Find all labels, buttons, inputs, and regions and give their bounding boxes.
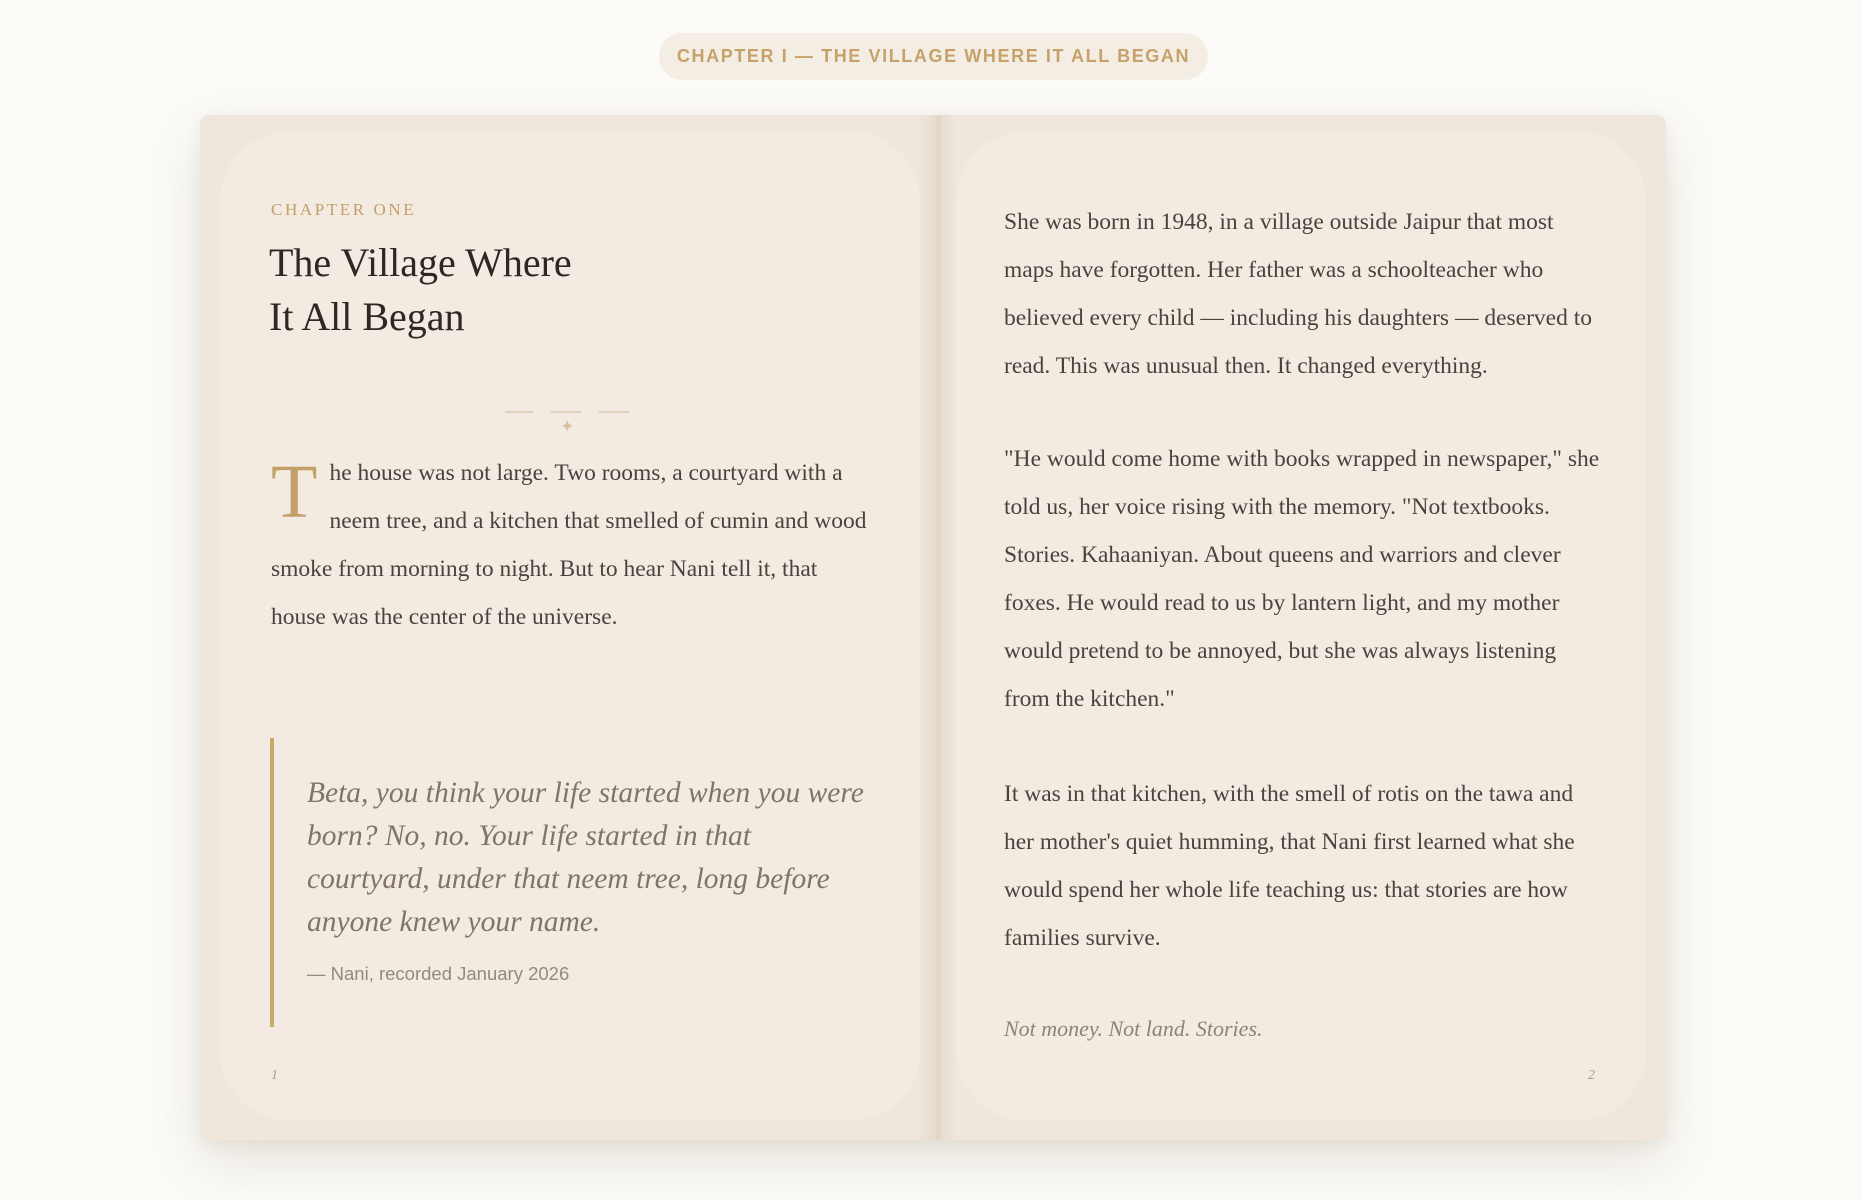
chapter-pill: CHAPTER I — THE VILLAGE WHERE IT ALL BEGAN [659,33,1208,80]
drop-cap: T [271,450,318,534]
chapter-title-line-1: The Village Where [269,240,572,285]
sparkle-icon: ✦ [560,417,575,434]
blockquote-bar [270,738,274,1027]
opening-paragraph-text: he house was not large. Two rooms, a courtyard with a neem tree, and a kitchen that smelled of cumin and wood smoke from morning to night. But to hear Nani tell it, that house was the center of the universe. [271,460,867,630]
spine-crease [937,115,940,1140]
right-paragraph-1: She was born in 1948, in a village outside Jaipur that most maps have forgotten. Her father was a schoolteacher who believed every child — including his daughters — deserved to read. This was unusual then. It changed everything. [1004,209,1592,379]
closing-line: Not money. Not land. Stories. [1004,1016,1263,1041]
chapter-title-line-2: It All Began [269,294,465,339]
opening-paragraph [271,449,873,641]
blockquote-attribution: — Nani, recorded January 2026 [307,963,570,984]
page-number-left: 1 [271,1068,278,1083]
page-number-right: 2 [1588,1068,1595,1083]
ornament-divider [505,404,629,434]
right-paragraph-3: It was in that kitchen, with the smell of rotis on the tawa and her mother's quiet humming, that Nani first learned what she would spend her whole life teaching us: that stories are how families survive. [1004,781,1575,951]
chapter-label: CHAPTER ONE [271,200,417,219]
chapter-title [269,236,709,344]
blockquote-text: Beta, you think your life started when you were born? No, no. Your life started in that courtyard, under that neem tree, long before anyone knew your name. [307,777,864,938]
right-paragraph-2: "He would come home with books wrapped in newspaper," she told us, her voice rising with the memory. "Not textbooks. Stories. Kahaaniyan. About queens and warriors and clever foxes. He would read to us by lantern light, and my mother would pretend to be annoyed, but she was always listening from the kitchen." [1004,446,1600,712]
